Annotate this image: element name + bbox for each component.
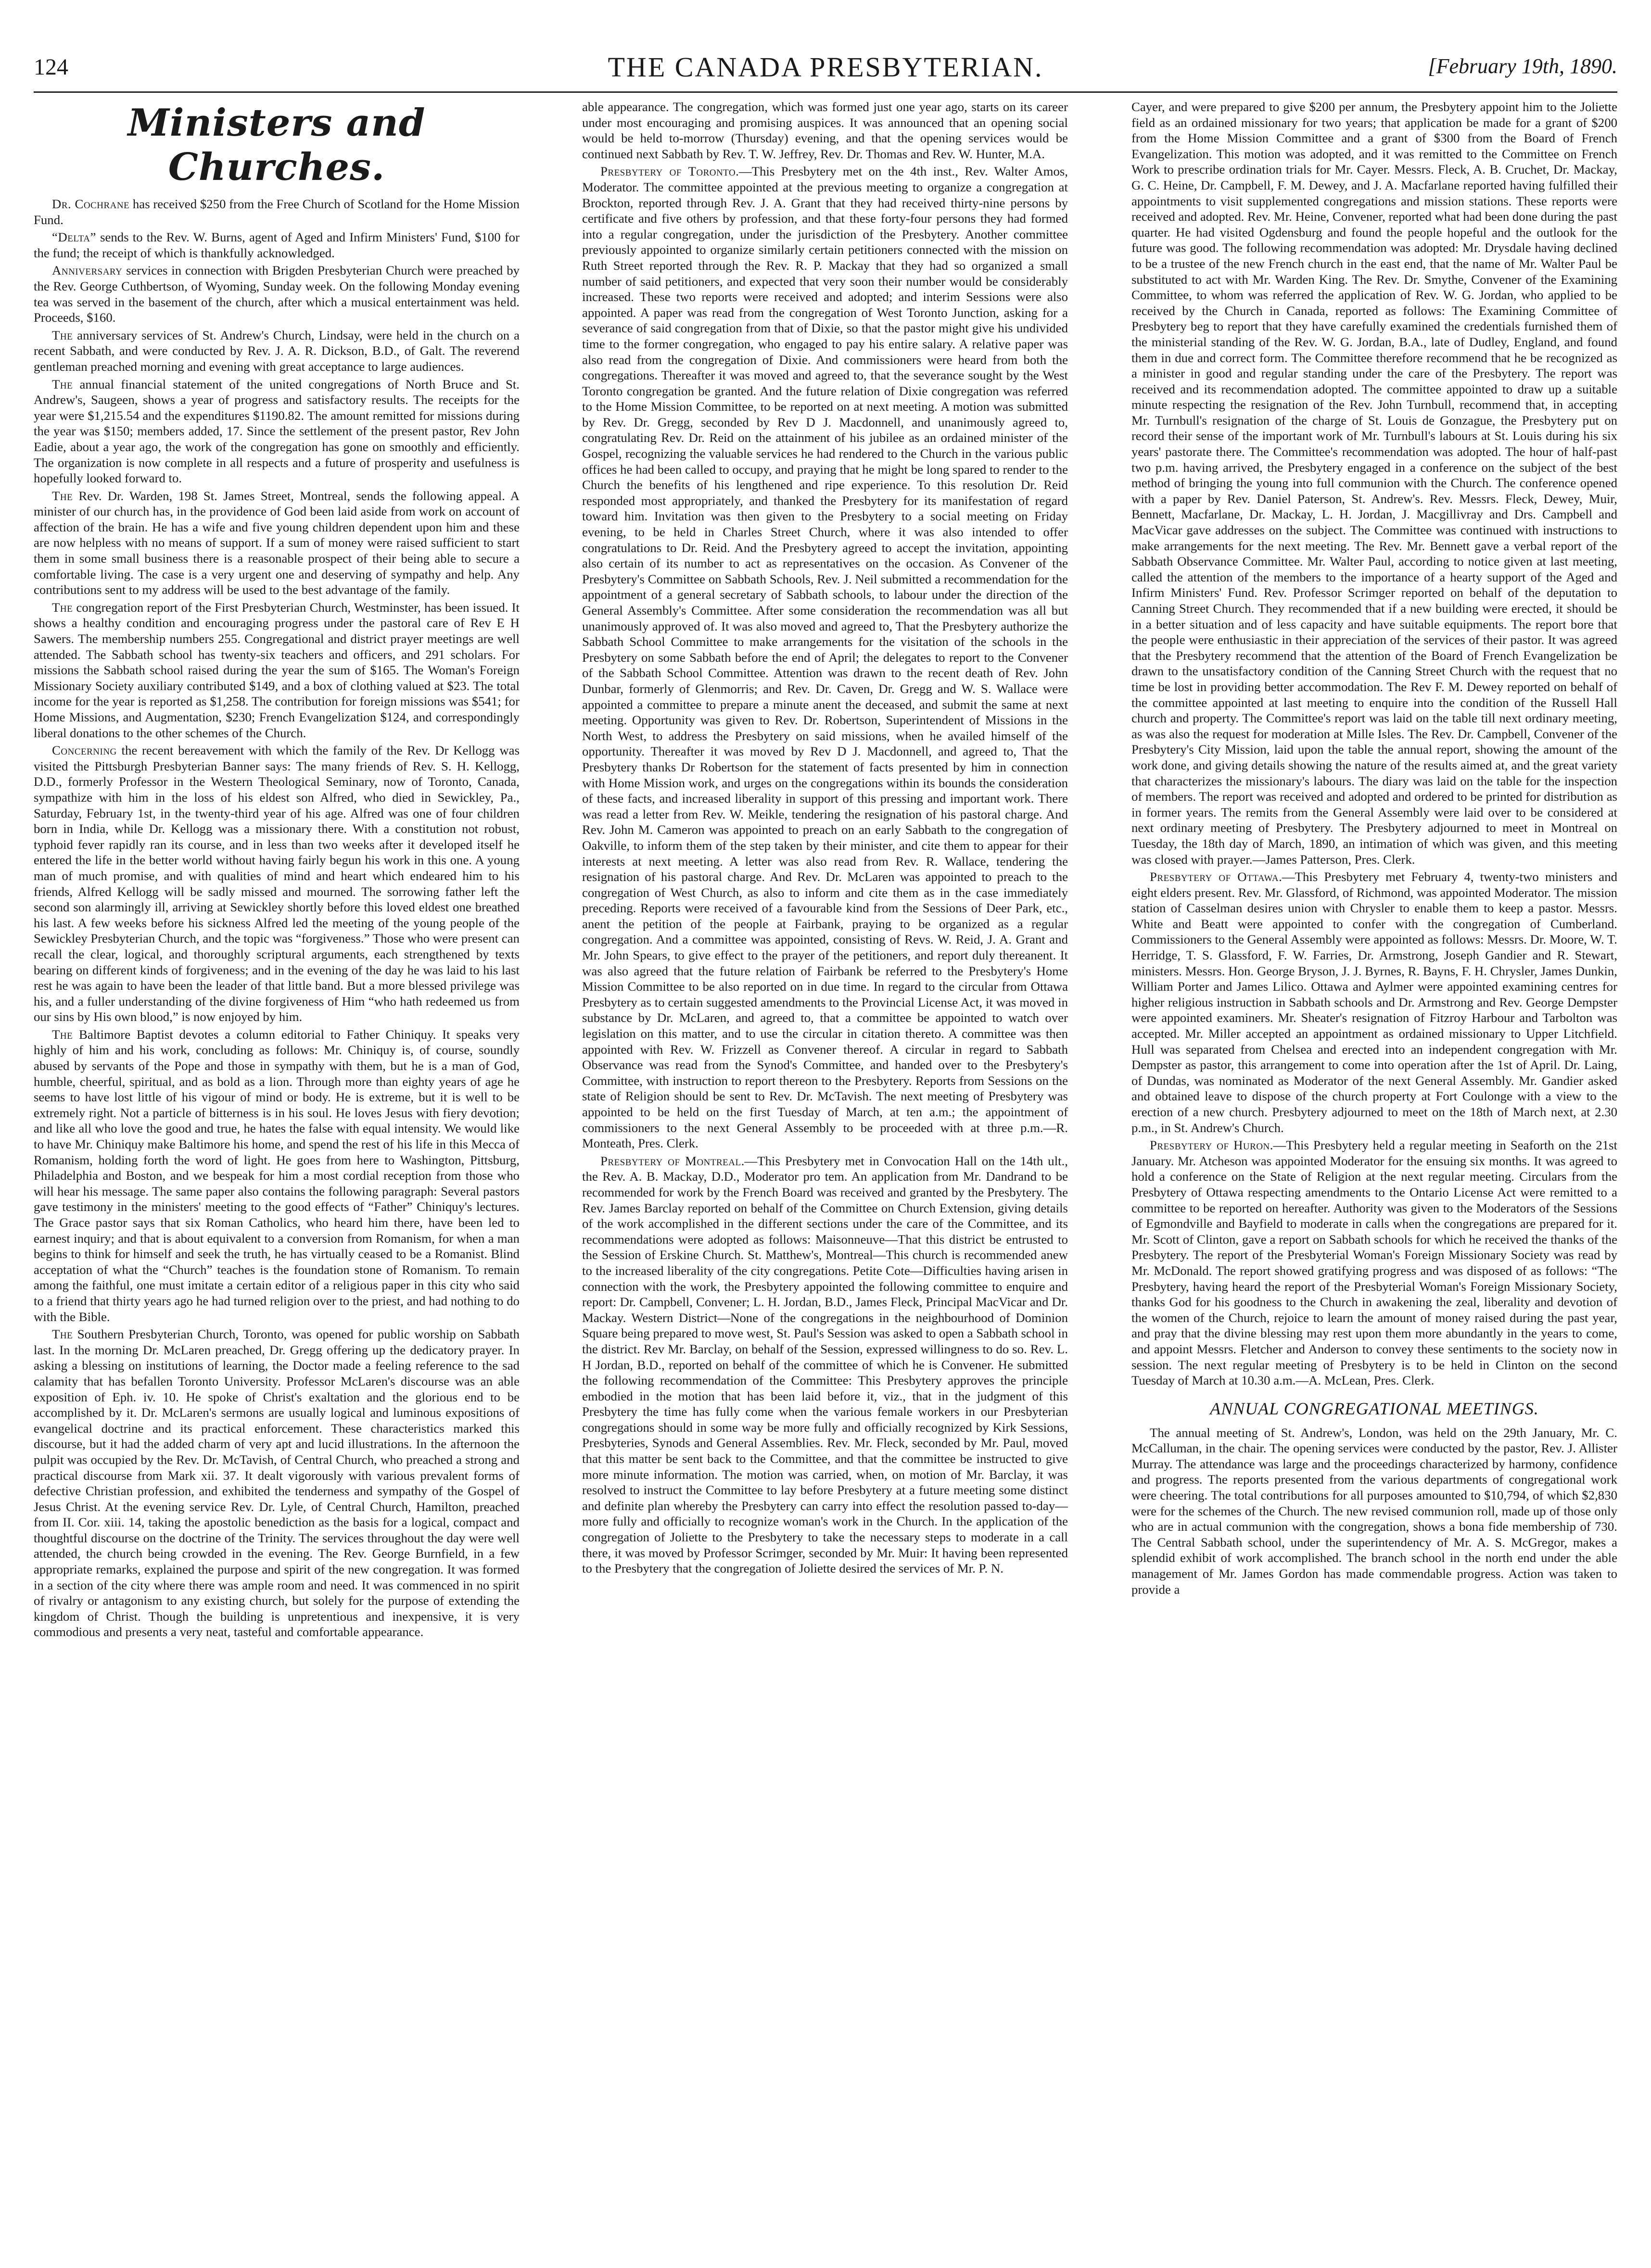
paragraph-lead: Concerning	[52, 743, 117, 758]
article-paragraph	[34, 1326, 520, 1640]
page-number: 124	[34, 54, 68, 80]
paragraph-text: anniversary services of St. Andrew's Church, Lindsay, were held in the church on a recent Sabbath, and were conducted by Rev. J. A. R. Dickson, B.D., of Galt. The reverend gentleman preached morning and evening with great acceptance to large audiences.	[34, 328, 520, 374]
article-paragraph	[582, 1153, 1068, 1576]
publication-title: THE CANADA PRESBYTERIAN.	[608, 51, 1043, 83]
article-paragraph	[1131, 1425, 1617, 1598]
issue-date: [February 19th, 1890.	[1428, 54, 1617, 78]
paragraph-lead: Anniversary	[52, 263, 123, 278]
article-paragraph	[34, 196, 520, 227]
column-2	[582, 99, 1068, 2244]
paragraph-text: congregation report of the First Presbyterian Church, Westminster, has been issued. It shows a healthy condition and encouraging progress under the pastoral care of Rev E H Sawers. The membership numbers 255. Congregational and district prayer meetings are well attended. The Sabbath school has twenty-six teachers and officers, and 291 scholars. For missions the Sabbath school raised during the year the sum of $165. The Woman's Foreign Missionary Society auxiliary contributed $149, and a box of clothing valued at $23. The total income for the year is reported as $1,258. The contribution for foreign missions was $541; for Home Missions, and Augmentation, $230; French Evangelization $124, and correspondingly liberal donations to the other schemes of the Church.	[34, 600, 520, 740]
paragraph-lead: The	[52, 1027, 73, 1042]
paragraph-text: Cayer, and were prepared to give $200 per annum, the Presbytery appoint him to the Joliette field as an ordained missionary for two years; that application be made for a grant of $200 from the Home Mission Committee and a grant of $300 from the Board of French Evangelization. This motion was adopted, and it was remitted to the Committee on French Work to prescribe ordination trials for Mr. Cayer. Messrs. Fleck, A. B. Cruchet, Dr. Mackay, G. C. Heine, Dr. Campbell, F. M. Dewey, and J. A. Macfarlane reported having fulfilled their appointments to visit supplemented congregations and mission stations. These reports were received and adopted. Rev. Mr. Heine, Convener, reported what had been done during the past quarter. He had visited Ogdensburg and found the people hopeful and the outlook for the future was good. The following recommendation was adopted: Mr. Drysdale having declined to be a trustee of the new French church in the east end, that the name of Mr. Walter Paul be substituted to act with Mr. Warden King. The Rev. Dr. Smythe, Convener of the Examining Committee, to whom was referred the application of Rev. W. G. Jordan, who applied to be received by the Church in Canada, reported as follows: The Examining Committee of Presbytery beg to report that they have carefully examined the credentials furnished them of the ministerial standing of the Rev. W. G. Jordan, B.A., late of Dudley, England, and found them in due and correct form. The Committee therefore recommend that he be recognized as a minister in good and regular standing under the care of the Presbytery. The report was received and its recommendation adopted. The committee appointed to draw up a suitable minute respecting the resignation of the Rev. John Turnbull, recommend that, in accepting Mr. Turnbull's resignation of the charge of St. Louis de Gonzague, the Presbytery put on record their sense of the important work of Mr. Turnbull's labours at St. Louis during his six years' pastorate there. The Committee's recommendation was adopted. The hour of half-past two p.m. having arrived, the Presbytery engaged in a conference on the subject of the best method of bringing the young into full communion with the Church. The conference opened with a paper by Rev. Daniel Paterson, St. Andrew's. Rev. Messrs. Fleck, Dewey, Muir, Bennett, Macfarlane, Dr. Mackay, L. H. Jordan, J. Macgillivray and Drs. Campbell and MacVicar gave addresses on the subject. The Committee was continued with instructions to make arrangements for the next meeting. The Rev. Mr. Bennett gave a verbal report of the Sabbath Observance Committee. Mr. Walter Paul, according to notice given at last meeting, called the attention of the members to the importance of a hearty support of the Aged and Infirm Ministers' Fund. Rev. Professor Scrimger reported on behalf of the deputation to Canning Street Church. They recommended that if a new building were erected, it should be in a better situation and of less capacity and have suitable equipments. The report bore that the people were enthusiastic in their appreciation of the services of their pastor. It was agreed that the Presbytery recommend that the attention of the Board of French Evangelization be drawn to the unsatisfactory condition of the Canning Street Church with the request that no time be lost in providing better accommodation. The Rev F. M. Dewey reported on behalf of the committee appointed at last meeting to enquire into the condition of the Russell Hall church and property. The Committee's report was laid on the table till next ordinary meeting, as was also the request for moderation at Mille Isles. The Rev. Dr. Campbell, Convener of the Presbytery's City Mission, laid upon the table the annual report, showing the amount of the work done, and giving details showing the nature of the results aimed at, and the great variety that characterizes the missionary's labours. The diary was laid on the table for the inspection of members. The report was received and adopted and ordered to be printed for distribution as in former years. The remits from the General Assembly were laid over to be considered at next ordinary meeting of Presbytery. The Presbytery adjourned to meet in Montreal on Tuesday, the 18th day of March, 1890, an intimation of which was given, and this meeting was closed with prayer.—James Patterson, Pres. Clerk.	[1131, 100, 1617, 867]
article-paragraph	[34, 377, 520, 486]
paragraph-lead: Presbytery of Toronto	[600, 164, 736, 179]
paragraph-text: .—This Presbytery met on the 4th inst., Rev. Walter Amos, Moderator. The committee appointed at the previous meeting to organize a congregation at Brockton, reported through Rev. J. A. Grant that they had received thirty-nine persons by certificate and five others by profession, and that these forty-four persons they had formed into a regular congregation, under the jurisdiction of the Presbytery. Another committee previously appointed to organize similarly certain petitioners connected with the mission on Ruth Street reported through the Rev. R. P. Mackay that they had so organized a small number of said petitioners, and expected that very soon their number would be considerably increased. These two reports were received and adopted; and interim Sessions were also appointed. A paper was read from the congregation of West Toronto Junction, asking for a severance of said congregation from that of Dixie, so that the pastor might give his undivided time to the former congregation, who engaged to pay his entire salary. A relative paper was also read from the congregation of Dixie. And commissioners were heard from both the congregations. Thereafter it was moved and agreed to, that the severance sought by the West Toronto congregation be granted. And the future relation of Dixie congregation was referred to the Home Mission Committee, to be reported on at next meeting. A motion was submitted by Rev. Dr. Gregg, seconded by Rev D J. Macdonnell, and unanimously agreed to, congratulating Rev. Dr. Reid on the attainment of his jubilee as an ordained minister of the Gospel, recognizing the valuable services he had rendered to the Church in the various public offices he had been called to occupy, and praying that he might be long spared to render to the Church the benefits of his lengthened and ripe experience. To this resolution Dr. Reid responded most appropriately, and thanked the Presbytery for its manifestation of regard toward him. Invitation was then given to the Presbytery to a social meeting on Friday evening, to be held in Charles Street Church, where it was also intended to offer congratulations to Dr. Reid. And the Presbytery agreed to accept the invitation, appointing also certain of its number to act as representatives on the occasion. As Convener of the Presbytery's Committee on Sabbath Schools, Rev. J. Neil submitted a recommendation for the appointment of a general secretary of Sabbath schools, to labour under the direction of the General Assembly's Committee. After some consideration the recommendation was all but unanimously approved of. It was also moved and agreed to, That the Presbytery authorize the Sabbath School Committee to make arrangements for the visitation of the schools in the Presbytery on some Sabbath before the end of April; the delegates to report to the Convener of the Sabbath School Committee. Attention was drawn to the recent death of Rev. John Dunbar, formerly of Glenmorris; and Rev. Dr. Caven, Dr. Gregg and W. S. Wallace were appointed a committee to prepare a minute anent the deceased, and submit the same at next meeting. Opportunity was given to Rev. Dr. Robertson, Superintendent of Missions in the North West, to address the Presbytery on said missions, when he availed himself of the opportunity. Thereafter it was moved by Rev D J. Macdonnell, and agreed to, That the Presbytery thanks Dr Robertson for the statement of facts presented by him in connection with Home Mission work, and urges on the congregations within its bounds the consideration of these facts, and increased liberality in support of this pressing and important work. There was read a letter from Rev. W. Meikle, tendering the resignation of his pastoral charge. And Rev. John M. Cameron was appointed to preach on an early Sabbath to the congregation of Oakville, to inform them of the step taken by their minister, and cite them to appear for their interests at next meeting. A letter was also read from Rev. R. Wallace, tendering the resignation of his pastoral charge. And Rev. Dr. McLaren was appointed to preach to the congregation of West Church, as also to inform and cite them as in the case immediately preceding. Reports were received of a favourable kind from the Sessions of Deer Park, etc., anent the petition of the people at Fairbank, praying to be organized as a regular congregation. And a committee was appointed, consisting of Revs. W. Reid, J. A. Grant and Mr. John Spears, to give effect to the prayer of the petitioners, and report duly thereanent. It was also agreed that the future relation of Fairbank be referred to the Presbytery's Home Mission Committee to be also reported on in due time. In regard to the circular from Ottawa Presbytery as to certain suggested amendments to the Provincial License Act, it was moved in substance by Dr. McLaren, and agreed to, that a committee be appointed to watch over legislation on this matter, and to use the circular in citation thereto. A committee was then appointed with Rev. W. Frizzell as Convener thereof. A circular in regard to Sabbath Observance was read from the Synod's Committee, and handed over to the Presbytery's Committee, with instruction to report thereon to the Presbytery. Reports from Sessions on the state of Religion should be sent to Rev. Dr. McTavish. The next meeting of Presbytery was appointed to be held on the first Tuesday of March, at ten a.m.; the appointment of commissioners to the next General Assembly to be proceeded with at three p.m.—R. Monteath, Pres. Clerk.	[582, 164, 1068, 1151]
column-3-body	[1131, 99, 1617, 1388]
article-paragraph	[34, 743, 520, 1025]
paragraph-lead: Presbytery of Ottawa	[1150, 869, 1279, 884]
column-1-body	[34, 196, 520, 1640]
paragraph-text: the recent bereavement with which the family of the Rev. Dr Kellogg was visited the Pittsburgh Presbyterian Banner says: The many friends of Rev. S. H. Kellogg, D.D., formerly Professor in the Western Theological Seminary, now of Toronto, Canada, sympathize with him in the loss of his eldest son Alfred, who died in Sewickley, Pa., Saturday, February 1st, in the twenty-third year of his age. Alfred was one of four children born in India, while Dr. Kellogg was a missionary there. With a constitution not robust, typhoid fever rapidly ran its course, and in less than two weeks after it developed itself he entered the life in the better world without having fairly begun his work in this one. A young man of much promise, and with qualities of mind and heart which endeared him to his friends, Alfred Kellogg will be sadly missed and mourned. The sorrowing father left the second son alarmingly ill, arriving at Sewickley shortly before this loved eldest one breathed his last. A few weeks before his sickness Alfred led the meeting of the young people of the Sewickley Presbyterian Church, and the topic was “forgiveness.” Those who were present can recall the clear, logical, and thoroughly scriptural arguments, each strengthened by texts bearing on different kinds of forgiveness; and in the evening of the day he was laid to his last rest he was again to have been the leader of that little band. But a more blessed privilege was his, and a fuller understanding of the divine forgiveness of Him “who hath redeemed us from our sins by His own blood,” is now enjoyed by him.	[34, 743, 520, 1024]
paragraph-text: Rev. Dr. Warden, 198 St. James Street, Montreal, sends the following appeal. A minister of our church has, in the providence of God been laid aside from work on account of affection of the brain. He has a wife and five young children dependent upon him and these are now helpless with no means of support. If a sum of money were raised sufficient to start them in some small business there is a reasonable prospect of their being able to secure a comfortable living. The case is a very urgent one and deserving of sympathy and help. Any contributions sent to my address will be used to the best advantage of the family.	[34, 488, 520, 597]
paragraph-lead: Presbytery of Montreal	[600, 1153, 741, 1168]
article-paragraph	[34, 600, 520, 741]
paragraph-text: Baltimore Baptist devotes a column editorial to Father Chiniquy. It speaks very highly of him and his work, concluding as follows: Mr. Chiniquy is, of course, soundly abused by servants of the Pope and those in sympathy with them, but he is a man of God, humble, cheerful, spiritual, and as bold as a lion. Through more than eighty years of age he seems to have lost little of his vigour of mind or body. He is extreme, but it is well to be extremely right. Not a particle of bitterness is in his soul. He loves Jesus with fiery devotion; and like all who love the good and true, he hates the false with equal intensity. We would like to have Mr. Chiniquy make Baltimore his home, and spend the rest of his life in this Mecca of Romanism, holding forth the word of light. He goes from here to Washington, Pittsburg, Philadelphia and Boston, and we bespeak for him a most cordial reception from those who will hear his message. The same paper also contains the following paragraph: Several pastors gave testimony in the ministers' meeting to the good effects of “Father” Chiniquy's lectures. The Grace pastor says that six Roman Catholics, who heard him there, have been led to earnest inquiry; and that is about equivalent to a conversion from Romanism, for when a man begins to think for himself and seek the truth, he has virtually ceased to be a Romanist. Blind acceptation of what the “Church” teaches is the foundation stone of Romanism. To remain among the faithful, one must imitate a certain editor of a religious paper in this city who said to a friend that thirty years ago he had turned religion over to the priest, and had nothing to do with the Bible.	[34, 1027, 520, 1324]
column-3	[1131, 99, 1617, 2244]
paragraph-text: Southern Presbyterian Church, Toronto, was opened for public worship on Sabbath last. In the morning Dr. McLaren preached, Dr. Gregg offering up the dedicatory prayer. In asking a blessing on institutions of learning, the Doctor made a feeling reference to the sad calamity that has befallen Toronto University. Professor McLaren's discourse was an able exposition of Eph. iv. 10. He spoke of Christ's exaltation and the glorious end to be accomplished by it. Dr. McLaren's sermons are usually logical and luminous expositions of evangelical doctrine and its practical enforcement. These characteristics marked this discourse, but it had the added charm of very apt and lucid illustrations. In the afternoon the pulpit was occupied by the Rev. Dr. McTavish, of Central Church, who preached a strong and practical discourse from Mark xii. 37. It dealt vigorously with various prevalent forms of defective Christian profession, and exhibited the tenderness and sympathy of the Gospel of Jesus Christ. At the evening service Rev. Dr. Lyle, of Central Church, Hamilton, preached from II. Cor. xiii. 14, taking the apostolic benediction as the basis for a logical, compact and thoughtful discourse on the doctrine of the Trinity. The services throughout the day were well attended, the church being crowded in the evening. The Rev. George Burnfield, in a few appropriate remarks, explained the purpose and spirit of the new congregation. It was formed in a section of the city where there was ample room and need. It was commenced in no spirit of rivalry or antagonism to any existing church, but solely for the purpose of extending the kingdom of Christ. Though the building is unpretentious and inexpensive, it is very commodious and presents a very neat, tasteful and comfortable appearance.	[34, 1327, 520, 1639]
article-paragraph	[34, 263, 520, 325]
column-2-body	[582, 99, 1068, 1576]
paragraph-lead: Presbytery of Huron	[1150, 1138, 1270, 1153]
article-paragraph	[582, 164, 1068, 1151]
paragraph-lead: The	[52, 488, 73, 503]
paragraph-text: .—This Presbytery held a regular meeting in Seaforth on the 21st January. Mr. Atcheson was appointed Moderator for the ensuing six months. It was agreed to hold a conference on the State of Religion at the next regular meeting. Circulars from the Presbytery of Ottawa respecting amendments to the Ontario License Act were remitted to a committee to be reported on hereafter. Authority was given to the Moderators of the Sessions of Egmondville and Bayfield to moderate in calls when the congregations are prepared for it. Mr. Scott of Clinton, gave a report on Sabbath schools for which he received the thanks of the Presbytery. The report of the Presbyterial Woman's Foreign Missionary Society was read by Mr. McDonald. The report showed gratifying progress and was disposed of as follows: “The Presbytery, having heard the report of the Presbyterial Woman's Foreign Missionary Society, thanks God for his goodness to the Church in awakening the zeal, liberality and devotion of the women of the Church, rejoice to learn the amount of money raised during the past year, and pray that the divine blessing may rest upon them more abundantly in the years to come, and appoint Messrs. Fletcher and Anderson to convey these sentiments to the society now in session. The next regular meeting of Presbytery is to be held in Clinton on the second Tuesday of March at 10.30 a.m.—A. McLean, Pres. Clerk.	[1131, 1138, 1617, 1388]
article-paragraph	[1131, 1137, 1617, 1388]
paragraph-lead: The	[52, 377, 73, 391]
article-paragraph	[1131, 869, 1617, 1135]
annual-meetings-title: ANNUAL CONGREGATIONAL MEETINGS.	[1210, 1399, 1539, 1418]
paragraph-text: services in connection with Brigden Presbyterian Church were preached by the Rev. George Cuthbertson, of Wyoming, Sunday week. On the following Monday evening tea was served in the basement of the church, after which a musical entertainment was held. Proceeds, $160.	[34, 263, 520, 325]
header-rule	[34, 91, 1617, 93]
paragraph-lead: The	[52, 600, 73, 615]
article-paragraph	[34, 328, 520, 375]
paragraph-text: The annual meeting of St. Andrew's, London, was held on the 29th January, Mr. C. McCalluman, in the chair. The opening services were conducted by the pastor, Rev. J. Allister Murray. The attendance was large and the proceedings characterized by harmony, confidence and progress. The reports presented from the various departments of congregational work were cheering. The total contributions for all purposes amounted to $10,794, of which $2,830 were for the schemes of the Church. The new revised communion roll, made up of those only who are in actual communion with the congregation, shows a bona fide membership of 730. The Central Sabbath school, under the superintendency of Mr. A. S. McGregor, makes a splendid exhibit of work accomplished. The branch school in the north end under the able management of Mr. James Gordon has made commendable progress. Action was taken to provide a	[1131, 1425, 1617, 1597]
paragraph-lead: The	[52, 328, 73, 342]
paragraph-text: has received $250 from the Free Church of Scotland for the Home Mission Fund.	[34, 197, 520, 227]
page-header	[34, 51, 1617, 89]
article-paragraph	[1131, 99, 1617, 867]
paragraph-lead: Dr. Cochrane	[52, 197, 130, 211]
paragraph-lead: The	[52, 1327, 73, 1342]
article-paragraph	[34, 488, 520, 598]
paragraph-text: .—This Presbytery met February 4, twenty-two ministers and eight elders present. Rev. Mr. Glassford, of Richmond, was appointed Moderator. The mission station of Casselman desires union with Chrysler to enable them to keep a pastor. Messrs. White and Beatt were appointed to confer with the congregation of Cumberland. Commissioners to the General Assembly were appointed as follows: Messrs. Dr. Moore, W. T. Herridge, T. S. Glassford, F. W. Farries, Dr. Armstrong, Joseph Gandier and R. Stewart, ministers. Messrs. Hon. George Bryson, J. J. Byrnes, R. Bayns, F. H. Chrysler, James Dunkin, William Porter and James Lilico. Ottawa and Aylmer were appointed examining centres for higher religious instruction in Sabbath schools and Dr. Armstrong and Rev. George Dempster were appointed examiners. Mr. Sheater's resignation of Fitzroy Harbour and Tarbolton was accepted. Mr. Miller accepted an appointment as ordained missionary to Upper Litchfield. Hull was separated from Chelsea and erected into an independent congregation with Mr. Dempster as pastor, this arrangement to come into operation after the 1st of April. Dr. Laing, of Dundas, was nominated as Moderator of the next General Assembly. Mr. Gandier asked and obtained leave to dispose of the church property at Fort Coulonge with a view to the erection of a new church. Presbytery adjourned to meet on the 18th of March next, at 2.30 p.m., in St. Andrew's Church.	[1131, 869, 1617, 1135]
paragraph-text: able appearance. The congregation, which was formed just one year ago, starts on its career under most encouraging and promising auspices. It was announced that an opening social would be held to-morrow (Thursday) evening, and that the opening services would be continued next Sabbath by Rev. T. W. Jeffrey, Rev. Dr. Thomas and Rev. W. Hunter, M.A.	[582, 100, 1068, 161]
annual-meetings-body	[1131, 1425, 1617, 1598]
article-paragraph	[34, 229, 520, 261]
paragraph-text: sends to the Rev. W. Burns, agent of Aged and Infirm Ministers' Fund, $100 for the fund; the receipt of which is thankfully acknowledged.	[34, 230, 520, 260]
column-1	[34, 99, 520, 2244]
paragraph-lead: “Delta”	[52, 230, 96, 245]
article-paragraph	[582, 99, 1068, 162]
paragraph-text: annual financial statement of the united congregations of North Bruce and St. Andrew's, Saugeen, shows a year of progress and satisfactory results. The receipts for the year were $1,215.54 and the expenditures $1190.82. The amount remitted for missions during the year was $150; members added, 17. Since the settlement of the present pastor, Rev John Eadie, about a year ago, the work of the congregation has gone on smoothly and efficiently. The organization is now complete in all respects and a future of prosperity and usefulness is hopefully looked forward to.	[34, 377, 520, 486]
article-paragraph	[34, 1027, 520, 1324]
section-title: Ministers and Churches.	[127, 101, 426, 189]
paragraph-text: .—This Presbytery met in Convocation Hall on the 14th ult., the Rev. A. B. Mackay, D.D., Moderator pro tem. An application from Mr. Dandrand to be recommended for work by the French Board was received and granted by the Presbytery. The Rev. James Barclay reported on behalf of the Committee on Church Extension, giving details of the work accomplished in the different sections under the care of the Committee, and its recommendations were adopted as follows: Maisonneuve—That this district be entrusted to the Session of Erskine Church. St. Matthew's, Montreal—This church is recommended anew to the increased liberality of the city congregations. Petite Cote—Difficulties having arisen in connection with the work, the Presbytery appointed the following committee to enquire and report: Dr. Campbell, Convener; L. H. Jordan, B.D., James Fleck, Principal MacVicar and Dr. Mackay. Western District—None of the congregations in the neighbourhood of Dominion Square being prepared to move west, St. Paul's Session was asked to open a Sabbath school in the district. Rev Mr. Barclay, on behalf of the Session, expressed willingness to do so. Rev. L. H Jordan, B.D., reported on behalf of the committee of which he is Convener. He submitted the following recommendation of the Committee: This Presbytery approves the principle embodied in the motion that has been laid before it, viz., that in the judgment of this Presbytery the time has fully come when the various female workers in our Presbyterian congregations should in some way be more fully and officially recognized by Kirk Sessions, Presbyteries, Synods and General Assemblies. Rev. Mr. Fleck, seconded by Mr. Paul, moved that this matter be sent back to the Committee, and that the committee be instructed to give more minute information. The motion was carried, when, on motion of Mr. Barclay, it was resolved to instruct the Committee to lay before Presbytery at a future meeting some distinct and definite plan whereby the Presbytery can carry into effect the resolution passed to-day—more fully and officially to recognize woman's work in the Church. In the application of the congregation of Joliette to the Presbytery to take the necessary steps to moderate in a call there, it was moved by Professor Scrimger, seconded by Mr. Muir: It having been represented to the Presbytery that the congregation of Joliette desired the services of Mr. P. N.	[582, 1153, 1068, 1576]
